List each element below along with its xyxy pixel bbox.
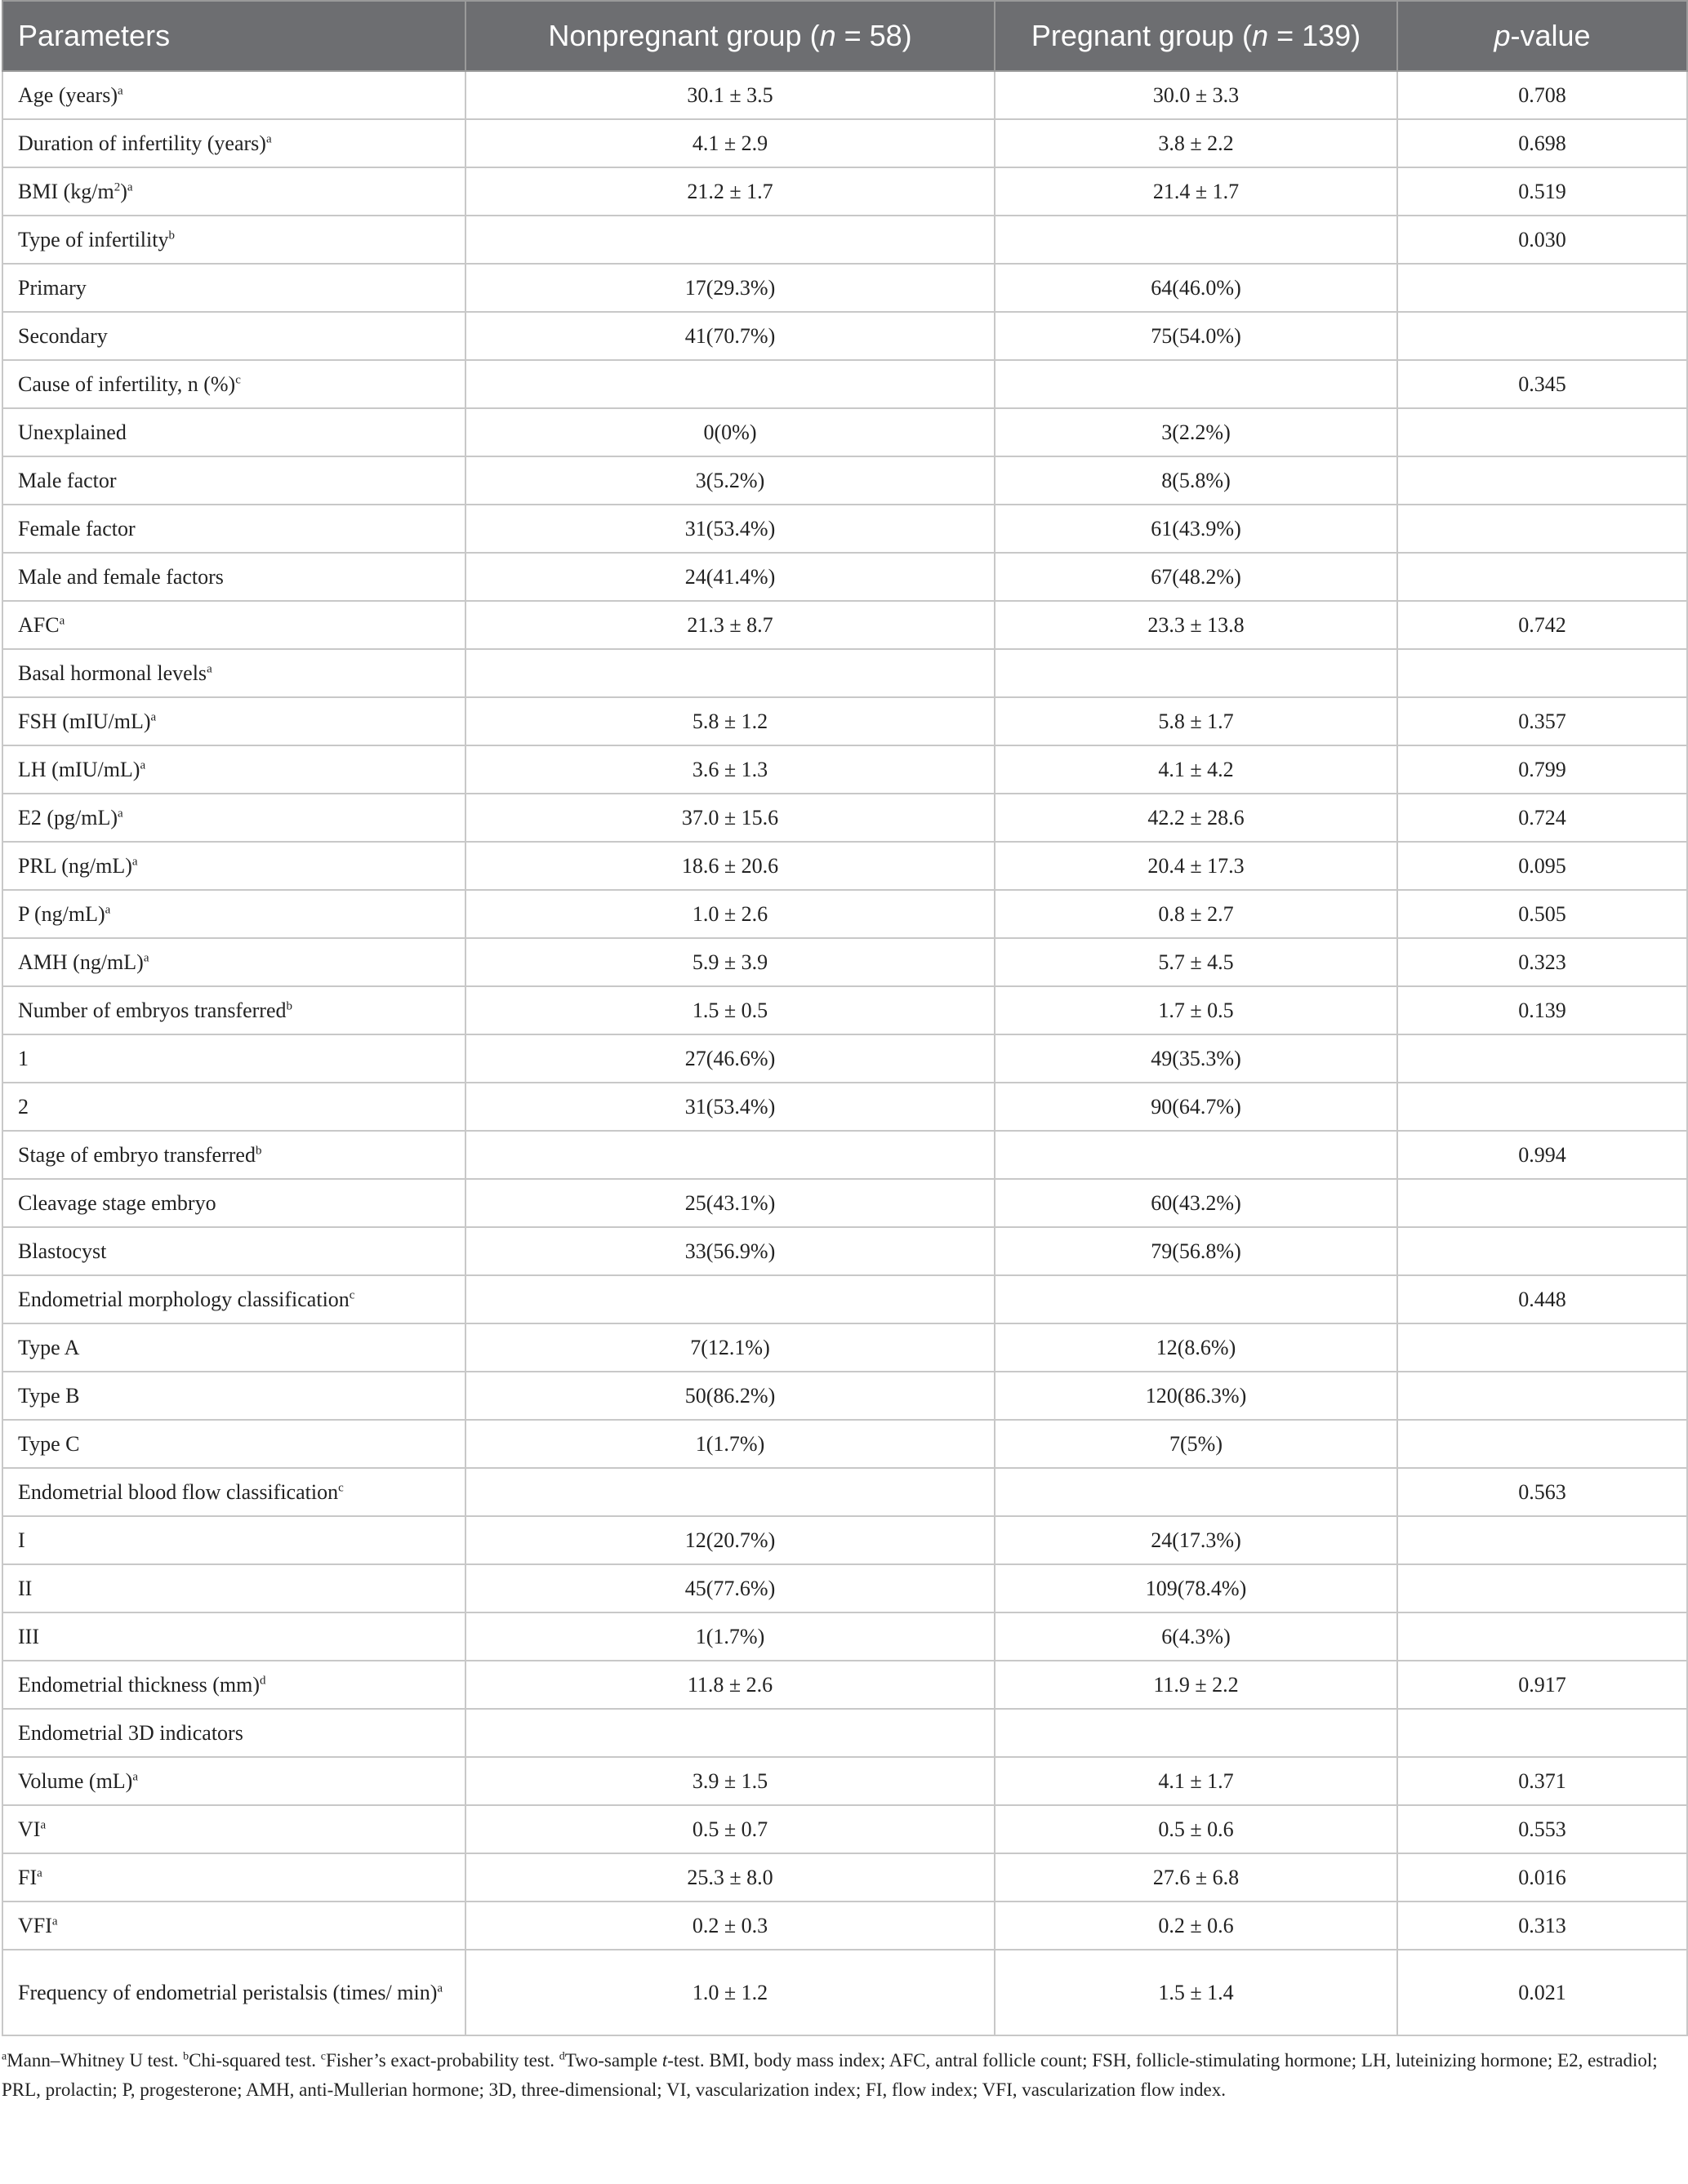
row-parameter-cell [2,986,465,1034]
row-p-value: 0.313 [1397,1902,1687,1950]
row-parameter-cell [2,216,465,264]
row-nonpregnant-value: 17(29.3%) [465,264,995,312]
footnote-d-t-italic: t [661,2050,668,2071]
row-p-value [1397,1179,1687,1227]
header-parameters [2,1,465,71]
row-nonpregnant-value: 1(1.7%) [465,1420,995,1468]
table-row [2,167,1687,216]
table-row [2,1612,1687,1661]
row-p-value: 0.139 [1397,986,1687,1034]
row-nonpregnant-value: 12(20.7%) [465,1516,995,1564]
row-nonpregnant-value: 11.8 ± 2.6 [465,1661,995,1709]
row-nonpregnant-value: 1(1.7%) [465,1612,995,1661]
row-footnote-mark: a [40,1817,47,1831]
row-parameter-cell [2,1420,465,1468]
table-row [2,890,1687,938]
row-nonpregnant-value: 5.8 ± 1.2 [465,697,995,745]
table-row [2,842,1687,890]
row-p-value: 0.563 [1397,1468,1687,1516]
row-nonpregnant-value: 3.9 ± 1.5 [465,1757,995,1805]
row-parameter-cell [2,794,465,842]
row-p-value: 0.021 [1397,1950,1687,2035]
table-row [2,1805,1687,1853]
row-parameter-cell [2,697,465,745]
table-row [2,1468,1687,1516]
row-pregnant-value: 0.2 ± 0.6 [995,1902,1397,1950]
row-nonpregnant-value: 30.1 ± 3.5 [465,71,995,119]
row-parameter-label: III [18,1624,39,1648]
row-footnote-mark: a [59,613,65,627]
header-parameters-label: Parameters [18,19,171,52]
row-parameter-cell [2,71,465,119]
row-p-value [1397,553,1687,601]
row-nonpregnant-value: 1.5 ± 0.5 [465,986,995,1034]
table-row [2,216,1687,264]
row-nonpregnant-value: 3(5.2%) [465,456,995,505]
row-footnote-mark: a [437,1981,443,1995]
row-parameter-label: Age (years) [18,82,118,107]
row-parameter-label: LH (mIU/mL) [18,757,140,781]
row-footnote-mark: c [349,1288,355,1301]
row-pregnant-value: 30.0 ± 3.3 [995,71,1397,119]
row-p-value [1397,1709,1687,1757]
row-parameter-cell [2,1083,465,1131]
row-parameter-cell [2,745,465,794]
table-row [2,264,1687,312]
row-pregnant-value: 20.4 ± 17.3 [995,842,1397,890]
row-footnote-mark: a [118,83,123,97]
row-nonpregnant-value: 33(56.9%) [465,1227,995,1275]
row-parameter-label: I [18,1528,25,1552]
row-parameter-label: VFI [18,1913,52,1937]
row-parameter-label: Duration of infertility (years) [18,131,266,155]
row-nonpregnant-value: 27(46.6%) [465,1034,995,1083]
row-footnote-mark: a [140,758,146,772]
row-p-value [1397,1227,1687,1275]
row-pregnant-value: 6(4.3%) [995,1612,1397,1661]
row-nonpregnant-value: 21.3 ± 8.7 [465,601,995,649]
row-p-value: 0.323 [1397,938,1687,986]
row-footnote-mark: a [207,661,212,675]
row-parameter-label: Number of embryos transferred [18,998,287,1022]
row-parameter-label: 2 [18,1094,29,1119]
table-header [2,1,1687,71]
footnote-d-text-pre: Two-sample [564,2050,662,2071]
row-nonpregnant-value: 0.5 ± 0.7 [465,1805,995,1853]
row-p-value [1397,505,1687,553]
table-row [2,505,1687,553]
row-parameter-cell [2,1612,465,1661]
row-pregnant-value [995,649,1397,697]
row-p-value [1397,1516,1687,1564]
row-pregnant-value: 3.8 ± 2.2 [995,119,1397,167]
row-parameter-label: Volume (mL) [18,1768,133,1793]
row-nonpregnant-value: 5.9 ± 3.9 [465,938,995,986]
row-pregnant-value: 120(86.3%) [995,1372,1397,1420]
row-footnote-mark: b [255,1143,262,1157]
table-row [2,119,1687,167]
row-pregnant-value [995,1709,1397,1757]
table-row [2,71,1687,119]
table-footnote [0,2036,1688,2105]
row-nonpregnant-value [465,216,995,264]
row-parameter-label: Stage of embryo transferred [18,1142,256,1167]
row-pregnant-value [995,360,1397,408]
row-footnote-mark: a [265,131,272,145]
row-footnote-mark: c [235,372,241,386]
row-parameter-cell [2,119,465,167]
table-row [2,1709,1687,1757]
row-nonpregnant-value: 3.6 ± 1.3 [465,745,995,794]
row-p-value: 0.742 [1397,601,1687,649]
row-pregnant-value: 7(5%) [995,1420,1397,1468]
row-parameter-cell [2,553,465,601]
row-footnote-mark: a [37,1866,42,1879]
row-parameter-cell [2,938,465,986]
table-row [2,1083,1687,1131]
row-parameter-cell [2,312,465,360]
row-parameter-cell [2,456,465,505]
row-pregnant-value [995,1468,1397,1516]
row-pregnant-value: 61(43.9%) [995,505,1397,553]
row-parameter-cell [2,1468,465,1516]
row-nonpregnant-value: 0(0%) [465,408,995,456]
row-pregnant-value: 11.9 ± 2.2 [995,1661,1397,1709]
row-parameter-cell [2,1227,465,1275]
header-pregnant-n: n [1252,19,1269,52]
row-parameter-cell [2,1661,465,1709]
row-nonpregnant-value [465,1468,995,1516]
row-footnote-mark: d [260,1673,266,1687]
footnote-c-text: Fisher’s exact-probability test. [325,2050,559,2071]
row-parameter-label: Primary [18,275,87,300]
row-parameter-label: Cleavage stage embryo [18,1190,216,1215]
table-row [2,1227,1687,1275]
table-row [2,1950,1687,2035]
table-row [2,1420,1687,1468]
row-parameter-cell [2,1034,465,1083]
footnote-a-mark: a [2,2050,7,2063]
row-parameter-label: Frequency of endometrial peristalsis (times/ min) [18,1980,438,2004]
table-row [2,1372,1687,1420]
row-parameter-label: Type B [18,1383,80,1408]
row-parameter-cell [2,408,465,456]
row-p-value: 0.016 [1397,1853,1687,1902]
table-row [2,312,1687,360]
row-parameter-cell [2,649,465,697]
row-pregnant-value: 5.7 ± 4.5 [995,938,1397,986]
row-parameter-cell [2,264,465,312]
row-nonpregnant-value [465,1709,995,1757]
header-nonpregnant-group [465,1,995,71]
row-parameter-label: P (ng/mL) [18,901,105,926]
row-p-value: 0.519 [1397,167,1687,216]
footnote-b-text: Chi-squared test. [189,2050,321,2071]
row-parameter-label: Endometrial blood flow classification [18,1479,339,1504]
footnote-d-mark: d [559,2050,565,2063]
row-parameter-label: PRL (ng/mL) [18,853,132,878]
row-pregnant-value: 24(17.3%) [995,1516,1397,1564]
row-nonpregnant-value: 24(41.4%) [465,553,995,601]
table-row [2,1034,1687,1083]
row-p-value: 0.371 [1397,1757,1687,1805]
row-nonpregnant-value: 31(53.4%) [465,505,995,553]
row-parameter-cell [2,167,465,216]
row-parameter-cell [2,1516,465,1564]
row-footnote-mark: a [118,806,123,820]
row-nonpregnant-value: 18.6 ± 20.6 [465,842,995,890]
header-pregnant-group [995,1,1397,71]
row-parameter-label: Basal hormonal levels [18,661,207,685]
row-nonpregnant-value: 37.0 ± 15.6 [465,794,995,842]
row-parameter-label: FI [18,1865,38,1889]
row-footnote-mark: b [286,999,292,1012]
table-row [2,601,1687,649]
row-nonpregnant-value: 1.0 ± 1.2 [465,1950,995,2035]
row-nonpregnant-value: 25(43.1%) [465,1179,995,1227]
row-parameter-label: AMH (ng/mL) [18,950,144,974]
row-pregnant-value: 42.2 ± 28.6 [995,794,1397,842]
row-parameter-label: E2 (pg/mL) [18,805,118,830]
row-p-value [1397,649,1687,697]
header-p-italic: p [1494,19,1511,52]
row-p-value: 0.505 [1397,890,1687,938]
row-p-value: 0.345 [1397,360,1687,408]
header-pregnant-suffix: = 139) [1268,19,1361,52]
row-p-value: 0.724 [1397,794,1687,842]
row-nonpregnant-value: 25.3 ± 8.0 [465,1853,995,1902]
row-pregnant-value [995,216,1397,264]
row-footnote-mark: a [51,1914,58,1928]
table-body [2,71,1687,2035]
row-parameter-label: II [18,1576,33,1600]
row-parameter-label: BMI (kg/m [18,179,114,203]
row-nonpregnant-value [465,360,995,408]
row-pregnant-value: 4.1 ± 4.2 [995,745,1397,794]
table-row [2,1275,1687,1323]
row-pregnant-value [995,1131,1397,1179]
row-nonpregnant-value: 41(70.7%) [465,312,995,360]
row-p-value: 0.994 [1397,1131,1687,1179]
header-pregnant-prefix: Pregnant group ( [1031,19,1253,52]
row-footnote-mark: a [132,1769,139,1783]
row-pregnant-value: 1.7 ± 0.5 [995,986,1397,1034]
row-footnote-mark: a [143,950,149,964]
row-footnote-mark: a [127,180,133,193]
row-parameter-cell [2,1131,465,1179]
row-nonpregnant-value: 0.2 ± 0.3 [465,1902,995,1950]
row-p-value [1397,1034,1687,1083]
row-p-value [1397,1564,1687,1612]
table-row [2,1323,1687,1372]
row-pregnant-value [995,1275,1397,1323]
table-row [2,1131,1687,1179]
row-parameter-cell [2,890,465,938]
row-pregnant-value: 5.8 ± 1.7 [995,697,1397,745]
row-p-value: 0.553 [1397,1805,1687,1853]
row-parameter-label: Endometrial 3D indicators [18,1720,243,1745]
table-row [2,553,1687,601]
row-parameter-label: Unexplained [18,420,127,444]
row-parameter-label: Male and female factors [18,564,224,589]
row-pregnant-value: 64(46.0%) [995,264,1397,312]
row-p-value [1397,1372,1687,1420]
row-pregnant-value: 0.5 ± 0.6 [995,1805,1397,1853]
header-row [2,1,1687,71]
row-p-value: 0.917 [1397,1661,1687,1709]
row-nonpregnant-value: 21.2 ± 1.7 [465,167,995,216]
row-parameter-cell [2,1805,465,1853]
table-row [2,1179,1687,1227]
footnote-d-text-post: -test. BMI, body mass index; AFC, antral follicle count; FSH, follicle-stimulating hormone; LH, luteinizing hormone; E2, estradiol; PRL, prolactin; P, progesterone; AMH, anti-Mullerian hormone; 3D, three-dimensional; VI, vascularization index; FI, flow index; VFI, vascularization flow index. [2,2050,1658,2100]
row-pregnant-value: 109(78.4%) [995,1564,1397,1612]
table-row [2,986,1687,1034]
row-parameter-cell [2,505,465,553]
row-parameter-cell [2,842,465,890]
row-p-value [1397,1612,1687,1661]
row-p-value [1397,1420,1687,1468]
row-p-value: 0.030 [1397,216,1687,264]
row-p-value [1397,1083,1687,1131]
row-p-value: 0.357 [1397,697,1687,745]
row-nonpregnant-value: 31(53.4%) [465,1083,995,1131]
row-pregnant-value: 8(5.8%) [995,456,1397,505]
row-pregnant-value: 79(56.8%) [995,1227,1397,1275]
table-row [2,360,1687,408]
row-nonpregnant-value [465,649,995,697]
row-footnote-mark: a [150,709,157,723]
table-row [2,456,1687,505]
header-nonpregnant-suffix: = 58) [835,19,912,52]
row-parameter-exponent: 2 [114,180,121,193]
header-nonpregnant-prefix: Nonpregnant group ( [548,19,820,52]
row-pregnant-value: 3(2.2%) [995,408,1397,456]
row-pregnant-value: 27.6 ± 6.8 [995,1853,1397,1902]
row-footnote-mark: b [168,228,175,242]
row-pregnant-value: 75(54.0%) [995,312,1397,360]
row-nonpregnant-value [465,1275,995,1323]
row-pregnant-value: 12(8.6%) [995,1323,1397,1372]
row-p-value: 0.708 [1397,71,1687,119]
footnote-b-mark: b [183,2050,189,2063]
footnote-c-mark: c [320,2050,326,2063]
row-p-value: 0.698 [1397,119,1687,167]
table-row [2,794,1687,842]
footnote-a-text: Mann–Whitney U test. [7,2050,184,2071]
row-parameter-cell [2,601,465,649]
table-row [2,938,1687,986]
row-parameter-cell [2,1275,465,1323]
table-row [2,1516,1687,1564]
row-p-value [1397,312,1687,360]
row-p-value [1397,1323,1687,1372]
header-p-value [1397,1,1687,71]
row-parameter-cell [2,1372,465,1420]
row-parameter-cell [2,1902,465,1950]
table-row [2,697,1687,745]
table-row [2,745,1687,794]
row-nonpregnant-value: 7(12.1%) [465,1323,995,1372]
row-parameter-label: Secondary [18,323,108,348]
table-row [2,1902,1687,1950]
row-parameter-cell [2,1757,465,1805]
row-pregnant-value: 60(43.2%) [995,1179,1397,1227]
row-pregnant-value: 21.4 ± 1.7 [995,167,1397,216]
row-parameter-cell [2,360,465,408]
row-p-value: 0.799 [1397,745,1687,794]
row-parameter-cell [2,1853,465,1902]
row-pregnant-value: 49(35.3%) [995,1034,1397,1083]
row-pregnant-value: 90(64.7%) [995,1083,1397,1131]
row-parameter-label: Cause of infertility, n (%) [18,371,236,396]
header-nonpregnant-n: n [819,19,836,52]
row-parameter-cell [2,1323,465,1372]
row-parameter-label: VI [18,1817,41,1841]
row-parameter-label: Male factor [18,468,117,492]
row-p-value [1397,456,1687,505]
row-pregnant-value: 0.8 ± 2.7 [995,890,1397,938]
table-row [2,1661,1687,1709]
row-parameter-label: Type C [18,1431,80,1456]
row-parameter-label: Endometrial morphology classification [18,1287,350,1311]
row-parameter-label: Type of infertility [18,227,169,251]
baseline-characteristics-table [2,0,1688,2036]
row-nonpregnant-value [465,1131,995,1179]
row-parameter-label: 1 [18,1046,29,1070]
row-nonpregnant-value: 4.1 ± 2.9 [465,119,995,167]
row-parameter-label-tail: ) [120,179,127,203]
row-parameter-cell [2,1950,465,2035]
row-nonpregnant-value: 50(86.2%) [465,1372,995,1420]
row-pregnant-value: 4.1 ± 1.7 [995,1757,1397,1805]
row-parameter-cell [2,1709,465,1757]
row-parameter-label: Endometrial thickness (mm) [18,1672,261,1697]
row-nonpregnant-value: 1.0 ± 2.6 [465,890,995,938]
row-parameter-label: Type A [18,1335,80,1359]
row-parameter-cell [2,1179,465,1227]
table-row [2,1757,1687,1805]
row-parameter-label: Female factor [18,516,136,540]
row-p-value: 0.095 [1397,842,1687,890]
row-footnote-mark: a [131,854,138,868]
row-pregnant-value: 67(48.2%) [995,553,1397,601]
header-p-suffix: -value [1510,19,1591,52]
row-parameter-cell [2,1564,465,1612]
row-footnote-mark: c [338,1480,344,1494]
table-row [2,408,1687,456]
table-row [2,1853,1687,1902]
row-parameter-label: FSH (mIU/mL) [18,709,151,733]
table-row [2,649,1687,697]
table-row [2,1564,1687,1612]
row-pregnant-value: 23.3 ± 13.8 [995,601,1397,649]
row-parameter-label: AFC [18,612,60,637]
row-p-value [1397,264,1687,312]
row-parameter-label: Blastocyst [18,1239,107,1263]
row-nonpregnant-value: 45(77.6%) [465,1564,995,1612]
row-pregnant-value: 1.5 ± 1.4 [995,1950,1397,2035]
row-p-value: 0.448 [1397,1275,1687,1323]
row-footnote-mark: a [105,902,111,916]
row-p-value [1397,408,1687,456]
